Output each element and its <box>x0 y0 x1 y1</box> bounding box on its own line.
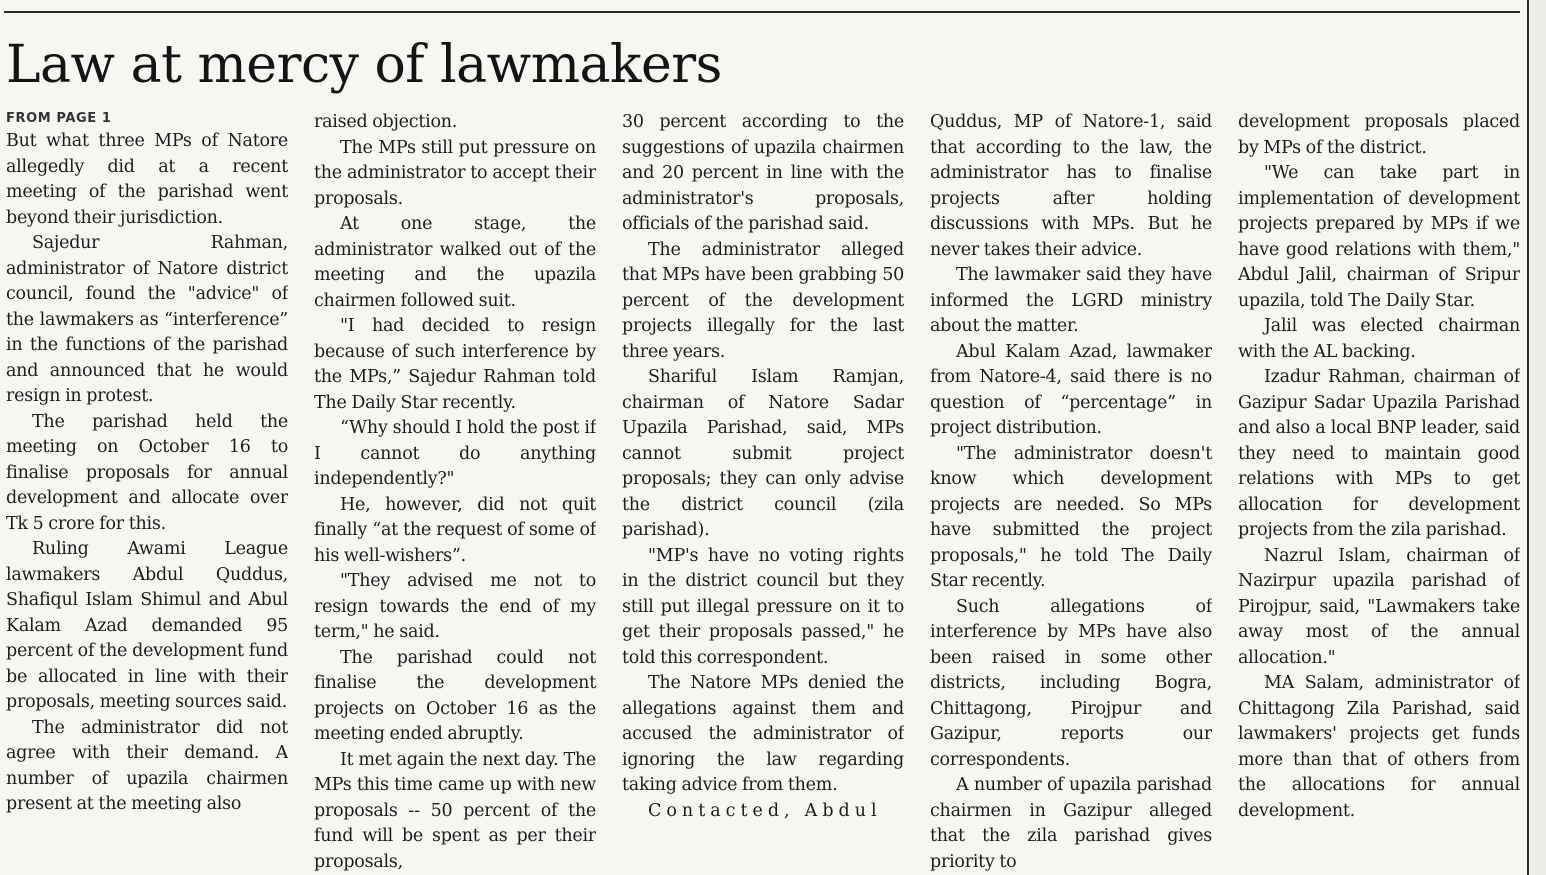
paragraph: "I had decided to resign because of such interference by the MPs,” Sajedur Rahman told The Daily Star recently. <box>314 316 596 413</box>
right-divider-rule <box>1527 0 1529 875</box>
paragraph: At one stage, the administrator walked out of the meeting and the upazila chairmen followed suit. <box>314 214 596 311</box>
paragraph: The Natore MPs denied the allegations against them and accused the administrator of ignoring the law regarding taking advice from them. <box>622 673 904 795</box>
paragraph: The administrator alleged that MPs have been grabbing 50 percent of the development projects illegally for the last three years. <box>622 239 904 362</box>
paragraph: It met again the next day. The MPs this time came up with new proposals -- 50 percent of the fund will be spent as per their proposals, <box>314 749 596 872</box>
paragraph: Abul Kalam Azad, lawmaker from Natore-4, said there is no question of “percentage” in project distribution. <box>930 341 1212 438</box>
top-divider-rule <box>4 11 1520 13</box>
paragraph: "MP's have no voting rights in the district council but they still put illegal pressure on it to get their proposals passed," he told this correspondent. <box>622 545 904 668</box>
paragraph: “Why should I hold the post if I cannot do anything independently?" <box>314 418 596 489</box>
paragraph: raised objection. <box>314 112 458 132</box>
column-3 <box>622 110 904 875</box>
paragraph: The MPs still put pressure on the administrator to accept their proposals. <box>314 137 596 209</box>
paragraph: "We can take part in implementation of development projects prepared by MPs if we have good relations with them," Abdul Jalil, chairman of Sripur upazila, told The Daily Star. <box>1238 163 1520 311</box>
paragraph: Shariful Islam Ramjan, chairman of Natore Sadar Upazila Parishad, said, MPs cannot submit project proposals; they can only advise the district council (zila parishad). <box>622 367 904 540</box>
paragraph: The parishad held the meeting on October 16 to finalise proposals for annual development and allocate over Tk 5 crore for this. <box>6 411 288 534</box>
column-5 <box>1238 110 1520 875</box>
paragraph: Ruling Awami League lawmakers Abdul Quddus, Shafiqul Islam Shimul and Abul Kalam Azad demanded 95 percent of the development fund be allocated in line with their proposals, meeting sources said. <box>6 539 288 712</box>
paragraph: "The administrator doesn't know which development projects are needed. So MPs have submitted the project proposals," he told The Daily Star recently. <box>930 443 1212 591</box>
paragraph: Such allegations of interference by MPs have also been raised in some other districts, including Bogra, Chittagong, Pirojpur and Gazipur, reports our correspondents. <box>930 596 1212 770</box>
page-margin <box>1530 0 1546 875</box>
paragraph: MA Salam, administrator of Chittagong Zila Parishad, said lawmakers' projects get funds more than that of others from the allocations for annual development. <box>1238 673 1520 821</box>
previous-story-cutoff <box>0 0 1520 11</box>
paragraph: development proposals placed by MPs of the district. <box>1238 112 1520 158</box>
column-1 <box>6 110 288 875</box>
paragraph: Jalil was elected chairman with the AL backing. <box>1238 316 1520 362</box>
paragraph: Nazrul Islam, chairman of Nazirpur upazila parishad of Pirojpur, said, "Lawmakers take away most of the annual allocation." <box>1238 545 1520 668</box>
paragraph: Izadur Rahman, chairman of Gazipur Sadar Upazila Parishad and also a local BNP leader, said they need to maintain good relations with MPs to get allocation for development projects from the zila parishad. <box>1238 367 1520 540</box>
dateline: FROM PAGE 1 <box>6 111 112 126</box>
paragraph: A number of upazila parishad chairmen in Gazipur alleged that the zila parishad gives priority to <box>930 775 1212 872</box>
paragraph: But what three MPs of Natore allegedly did at a recent meeting of the parishad went beyond their jurisdiction. <box>6 131 288 228</box>
paragraph: He, however, did not quit finally “at the request of some of his well-wishers”. <box>314 494 596 566</box>
paragraph: Sajedur Rahman, administrator of Natore district council, found the "advice" of the lawmakers as “interference” in the functions of the parishad and announced that he would resign in protest. <box>6 233 288 406</box>
paragraph: 30 percent according to the suggestions of upazila chairmen and 20 percent in line with the administrator's proposals, officials of the parishad said. <box>622 112 904 234</box>
paragraph: Quddus, MP of Natore-1, said that according to the law, the administrator has to finalise projects after holding discussions with MPs. But he never takes their advice. <box>930 112 1212 260</box>
column-2 <box>314 110 596 875</box>
paragraph: "They advised me not to resign towards the end of my term," he said. <box>314 571 596 642</box>
paragraph: The lawmaker said they have informed the LGRD ministry about the matter. <box>930 265 1212 336</box>
paragraph: The administrator did not agree with their demand. A number of upazila chairmen present at the meeting also <box>6 717 288 814</box>
article-body <box>6 110 1520 875</box>
paragraph: The parishad could not finalise the development projects on October 16 as the meeting ended abruptly. <box>314 647 596 744</box>
column-4 <box>930 110 1212 875</box>
headline: Law at mercy of lawmakers <box>6 35 722 95</box>
paragraph: Contacted, Abdul <box>648 800 882 821</box>
